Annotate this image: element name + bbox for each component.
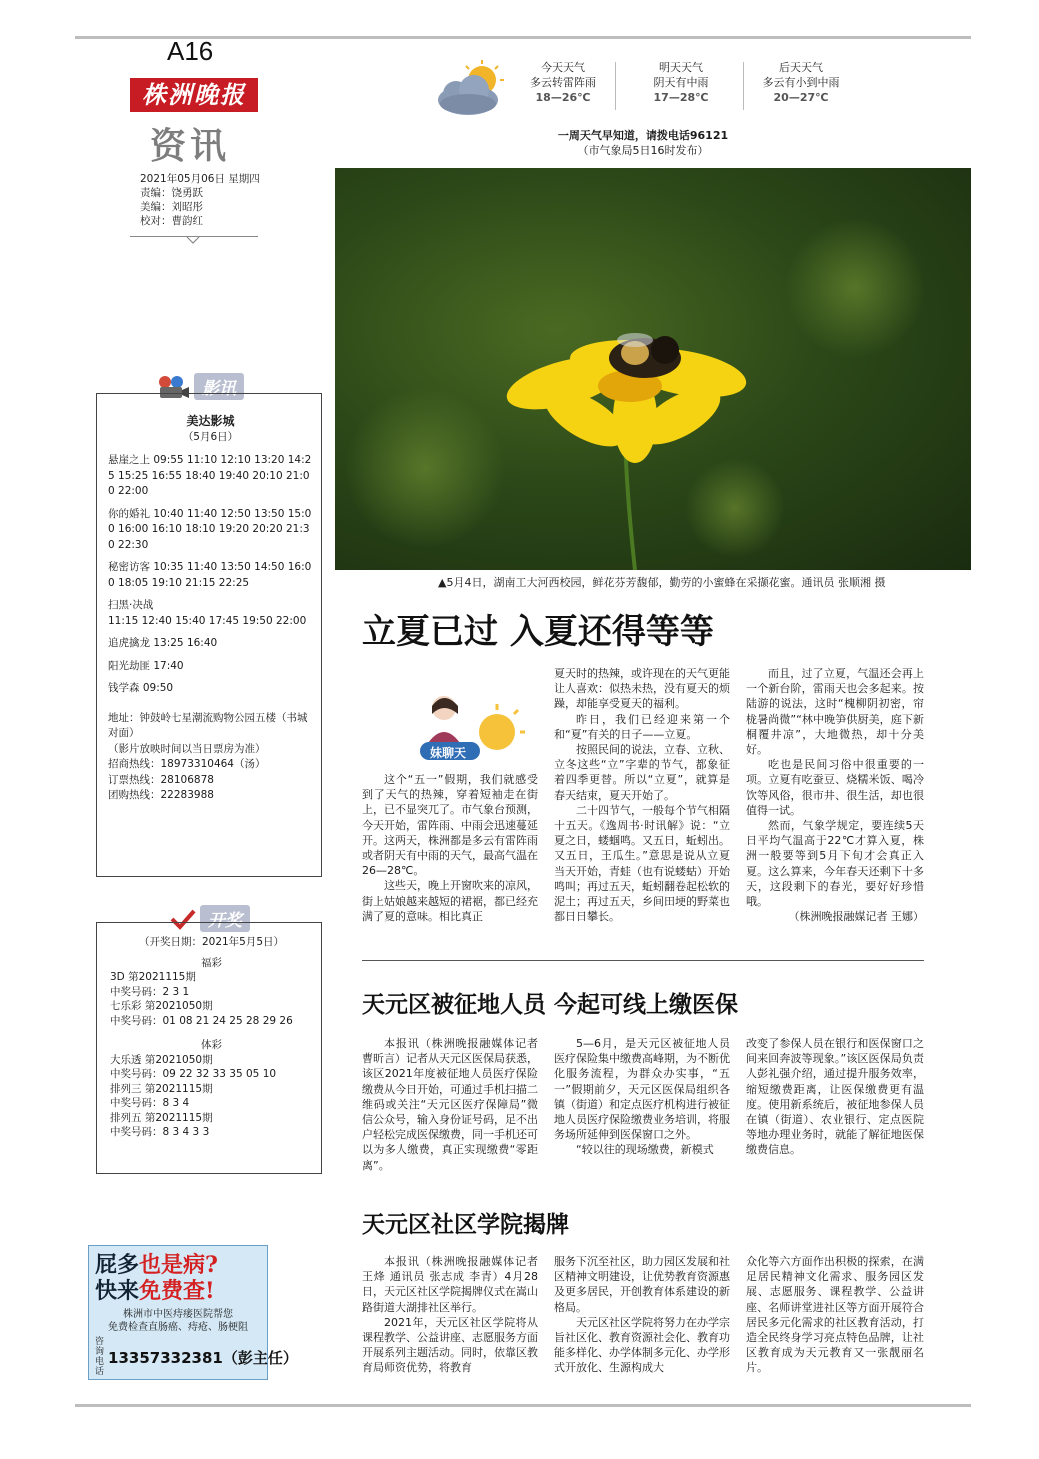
weather-divider	[743, 62, 744, 110]
ad-sub-line: 免费检查直肠癌、痔疮、肠梗阻	[108, 1322, 248, 1333]
welfare-lottery-label: 福彩	[201, 956, 222, 969]
paragraph: 吃也是民间习俗中很重要的一项。立夏有吃蚕豆、烧糯米饭、喝冷饮等风俗，很市井、很生活，却也很值得一试。	[746, 758, 924, 817]
ad-text-highlight: 免费查!	[139, 1278, 215, 1304]
lottery-line: 3D 第2021115期	[110, 971, 196, 983]
article1-byline: （株洲晚报融媒记者 王娜）	[788, 910, 924, 924]
article3-col2	[554, 1254, 730, 1376]
paragraph: 夏天时的热辣，或许现在的天气更能让人喜欢：似热未热，没有夏天的烦躁，却能享受夏天的福利。	[554, 667, 730, 711]
weather-tomorrow-label: 明天天气	[659, 61, 703, 74]
film-entry	[108, 681, 313, 697]
paragraph: 这个“五一”假期，我们就感受到了天气的热辣，穿着短袖走在街上，已不显突兀了。市气象台预测，今天开始，雷阵雨、中雨会迅速蔓延开。这两天，株洲都是多云有雷阵雨或者阴天有中雨的天气，最高气温在26—28℃。	[362, 773, 538, 878]
article2-col1	[362, 1036, 538, 1173]
booking-hotline: 订票热线：28106878	[108, 773, 214, 786]
movies-tag: 影讯	[194, 373, 244, 400]
weather-today-label: 今天天气	[541, 61, 585, 74]
film-title: 钱学森	[108, 682, 140, 694]
sports-lottery-label: 体彩	[201, 1039, 222, 1051]
clinic-advertisement	[88, 1245, 298, 1380]
film-times: 10:35 11:40 13:50 14:50 16:00 18:05 19:10 21:15 22:25	[108, 561, 312, 589]
paragraph: 5—6月，是天元区被征地人员医疗保险集中缴费高峰期，为不断优化服务流程，为群众办实事，“五一”假期前夕，天元区医保局组织各镇（街道）和定点医疗机构进行被征地人员医疗保险缴费业务培训，将服务场所延伸到医保窗口之外。	[554, 1037, 730, 1142]
article-divider	[362, 960, 924, 961]
weather-tomorrow-temp: 17—28℃	[653, 91, 709, 104]
film-entry	[108, 507, 313, 554]
photo-illustration	[335, 168, 971, 570]
lottery-results	[96, 922, 322, 1174]
paragraph: 天元区社区学院将努力在办学宗旨社区化、教育资源社会化、教育功能多样化、办学体制多元化、办学形式开放化、生源构成大	[554, 1315, 730, 1375]
article3-col1	[362, 1254, 538, 1376]
bee-flower-photo	[335, 168, 971, 570]
weather-today	[508, 60, 618, 105]
paragraph: 然而，气象学规定，要连续5天日平均气温高于22℃才算入夏，株洲一般要等到5月下旬才会真正入夏。这么算来，今年春天还剩下十多天，这段剩下的春光，要好好珍惜哦。	[746, 819, 924, 909]
film-times: 17:40	[153, 659, 184, 672]
draw-date: （开奖日期：2021年5月5日）	[138, 936, 285, 948]
showtime-note: （影片放映时间以当日票房为准）	[108, 742, 266, 755]
cinema-address: 地址：钟鼓岭七星潮流购物公园五楼（书城对面）	[108, 711, 308, 739]
weather-hotline: 一周天气早知道，请拨电话96121	[557, 129, 729, 142]
lottery-line: 中奖号码：2 3 1	[110, 985, 190, 998]
film-times: 13:25 16:40	[153, 637, 218, 649]
film-title: 扫黑·决战	[108, 599, 154, 611]
article1-headline: 立夏已过 入夏还得等等	[362, 612, 714, 652]
article2-col3	[746, 1036, 924, 1158]
article2-headline: 天元区被征地人员 今起可线上缴医保	[362, 992, 739, 1018]
article1-col3	[746, 666, 924, 924]
paragraph: 众化等六方面作出积极的探索，在满足居民精神文化需求、服务园区发展、志愿服务、课程教学、公益讲座、名师讲堂进社区等方面开展符合居民多元化需求的社区教育活动，打造全民终身学习亮点特色品牌，让社区教育成为天元教育又一张靓丽名片。	[746, 1255, 924, 1375]
weather-today-temp: 18—26℃	[535, 91, 591, 104]
film-times: 11:15 12:40 15:40 17:45 19:50 22:00	[108, 614, 307, 627]
film-entry	[108, 598, 313, 629]
cinema-name: 美达影城	[186, 414, 235, 428]
ad-text: 快来	[95, 1278, 140, 1304]
chevron-down-icon	[186, 236, 200, 245]
proofreader-credit: 校对：曹韵红	[140, 215, 203, 227]
article3-headline: 天元区社区学院揭牌	[362, 1212, 569, 1238]
film-times: 09:50	[142, 682, 174, 694]
paragraph: 二十四节气，一般每个节气相隔十五天。《逸周书·时讯解》说：“立夏之日，蝼蝈鸣。又五日，蚯蚓出。又五日，王瓜生。”意思是说从立夏当天开始，青蛙（也有说蝼蛄）开始鸣叫；再过五天，蚯蚓翻卷起松软的泥土；再过五天，乡间田埂的野菜也都日日攀长。	[554, 803, 730, 924]
ad-headline-1	[95, 1252, 261, 1278]
column-name: 妹聊天	[430, 746, 467, 760]
lottery-tag: 开奖	[200, 905, 250, 932]
weather-today-desc: 多云转雷阵雨	[530, 76, 596, 89]
group-hotline: 团购热线：22283988	[108, 789, 214, 801]
lottery-line: 中奖号码：8 3 4	[110, 1097, 190, 1109]
business-hotline: 招商热线：18973310464（汤）	[108, 758, 266, 770]
film-entry	[108, 659, 313, 675]
weather-tomorrow-desc: 阴天有中雨	[653, 76, 709, 89]
film-entry	[108, 636, 313, 652]
weather-note	[548, 128, 738, 158]
issue-meta	[140, 172, 260, 228]
paragraph: 本报讯（株洲晚报融媒体记者 曹昕言）记者从天元区医保局获悉，该区2021年度被征地人员医疗保险缴费从今日开始，可通过手机扫描二维码或关注“天元区医疗保障局”微信公众号，输入身份证号码，足不出户轻松完成医保缴费，同一手机还可以为多人缴费，真正实现缴费“零距离”。	[362, 1037, 538, 1172]
article2-col2	[554, 1036, 730, 1158]
lottery-line: 排列五 第2021115期	[110, 1111, 213, 1124]
paragraph: 这些天，晚上开窗吹来的凉风，街上姑娘越来越短的裙裾，都已经充满了夏的意味。相比真正	[362, 879, 538, 923]
weather-source: （市气象局5日16时发布）	[577, 144, 709, 157]
paragraph: 昨日，我们已经迎来第一个和“夏”有关的日子——立夏。	[554, 712, 730, 741]
ad-subtext	[95, 1308, 261, 1334]
ad-text: 屁多	[95, 1252, 140, 1278]
film-title: 阳光劫匪	[108, 659, 150, 672]
paragraph: “较以往的现场缴费，新模式	[576, 1143, 714, 1157]
masthead-logo: 株洲晚报	[130, 78, 258, 112]
lottery-line: 中奖号码：01 08 21 24 25 28 29 26	[110, 1014, 293, 1027]
film-times: 10:40 11:40 12:50 13:50 15:00 16:00 16:10 18:10 19:20 20:20 21:30 22:30	[108, 507, 312, 551]
paragraph: 改变了参保人员在银行和医保窗口之间来回奔波等现象。”该区医保局负责人彭礼强介绍，通过提升服务效率，缩短缴费距离，让医保缴费更有温度。使用新系统后，被征地参保人员在镇（街道）、农业银行、定点医院等地办理业务时，就能了解征地医保缴费信息。	[746, 1037, 924, 1157]
lottery-line: 七乐彩 第2021050期	[110, 1000, 213, 1012]
paragraph: 而且，过了立夏，气温还会再上一个新台阶，雷雨天也会多起来。按陆游的说法，这时“槐柳阴初密，帘栊暑尚微”“林中晚笋供厨美，庭下新桐覆井凉”，大地微热，却十分美好。	[746, 667, 924, 757]
page-number: A16	[167, 36, 214, 66]
issue-date: 2021年05月06日 星期四	[140, 173, 260, 185]
article1-col2	[554, 666, 730, 924]
bottom-rule	[75, 1404, 971, 1407]
paragraph: 服务下沉至社区，助力园区发展和社区精神文明建设，让优势教育资源惠及更多居民，开创教育体系建设的新格局。	[554, 1255, 730, 1314]
lottery-line: 排列三 第2021115期	[110, 1082, 213, 1095]
weather-day-after	[746, 60, 856, 105]
editor-credit: 责编：饶勇跃	[140, 187, 203, 199]
paragraph: 本报讯（株洲晚报融媒体记者 王烽 通讯员 张志成 李青）4月28日，天元区社区学院揭牌仪式在嵩山路街道大湖排社区举行。	[362, 1255, 538, 1314]
cloudy-sun-icon	[430, 58, 510, 120]
weather-tomorrow	[626, 60, 736, 105]
paragraph: 2021年，天元区社区学院将从课程教学、公益讲座、志愿服务方面开展系列主题活动。同时，依靠区教育局师资优势，将教育	[362, 1315, 538, 1375]
film-entry	[108, 560, 313, 591]
ad-text-highlight: 也是病?	[139, 1252, 218, 1278]
weather-day-after-desc: 多云有小到中雨	[762, 76, 840, 89]
ad-phone-label: 咨询电话	[95, 1337, 105, 1377]
listing-date: （5月6日）	[182, 430, 239, 443]
lottery-line: 中奖号码：09 22 32 33 35 05 10	[110, 1068, 277, 1080]
ad-sub-line: 株洲市中医痔瘘医院帮您	[123, 1309, 233, 1320]
photo-caption: ▲5月4日，湖南工大河西校园，鲜花芬芳馥郁，勤劳的小蜜蜂在采撷花蜜。通讯员 张顺湘 摄	[438, 576, 886, 589]
paragraph: 按照民间的说法，立春、立秋、立冬这些“立”字辈的节气，都象征着四季更替。所以“立夏”，就算是春天结束，夏天开始了。	[554, 743, 730, 802]
article1-col1	[362, 772, 538, 924]
weather-divider	[615, 62, 616, 110]
lottery-line: 中奖号码：8 3 4 3 3	[110, 1126, 210, 1138]
movie-listings	[96, 393, 322, 877]
designer-credit: 美编：刘昭彤	[140, 201, 203, 213]
weather-day-after-temp: 20—27℃	[773, 91, 829, 104]
article3-col3	[746, 1254, 924, 1376]
film-title: 追虎擒龙	[108, 637, 150, 649]
lottery-line: 大乐透 第2021050期	[110, 1053, 213, 1066]
ad-phone-number: 13357332381（彭主任）	[108, 1348, 298, 1367]
film-times: 09:55 11:10 12:10 13:20 14:25 15:25 16:55 18:40 19:40 20:10 21:00 22:00	[108, 454, 312, 497]
film-title: 你的婚礼	[108, 507, 150, 520]
film-title: 悬崖之上	[108, 454, 150, 466]
ad-headline-2	[95, 1278, 261, 1304]
film-entry	[108, 453, 313, 500]
ad-phone	[95, 1337, 298, 1377]
weather-day-after-label: 后天天气	[779, 61, 823, 74]
film-title: 秘密访客	[108, 561, 150, 573]
section-title: 资讯	[150, 125, 231, 167]
